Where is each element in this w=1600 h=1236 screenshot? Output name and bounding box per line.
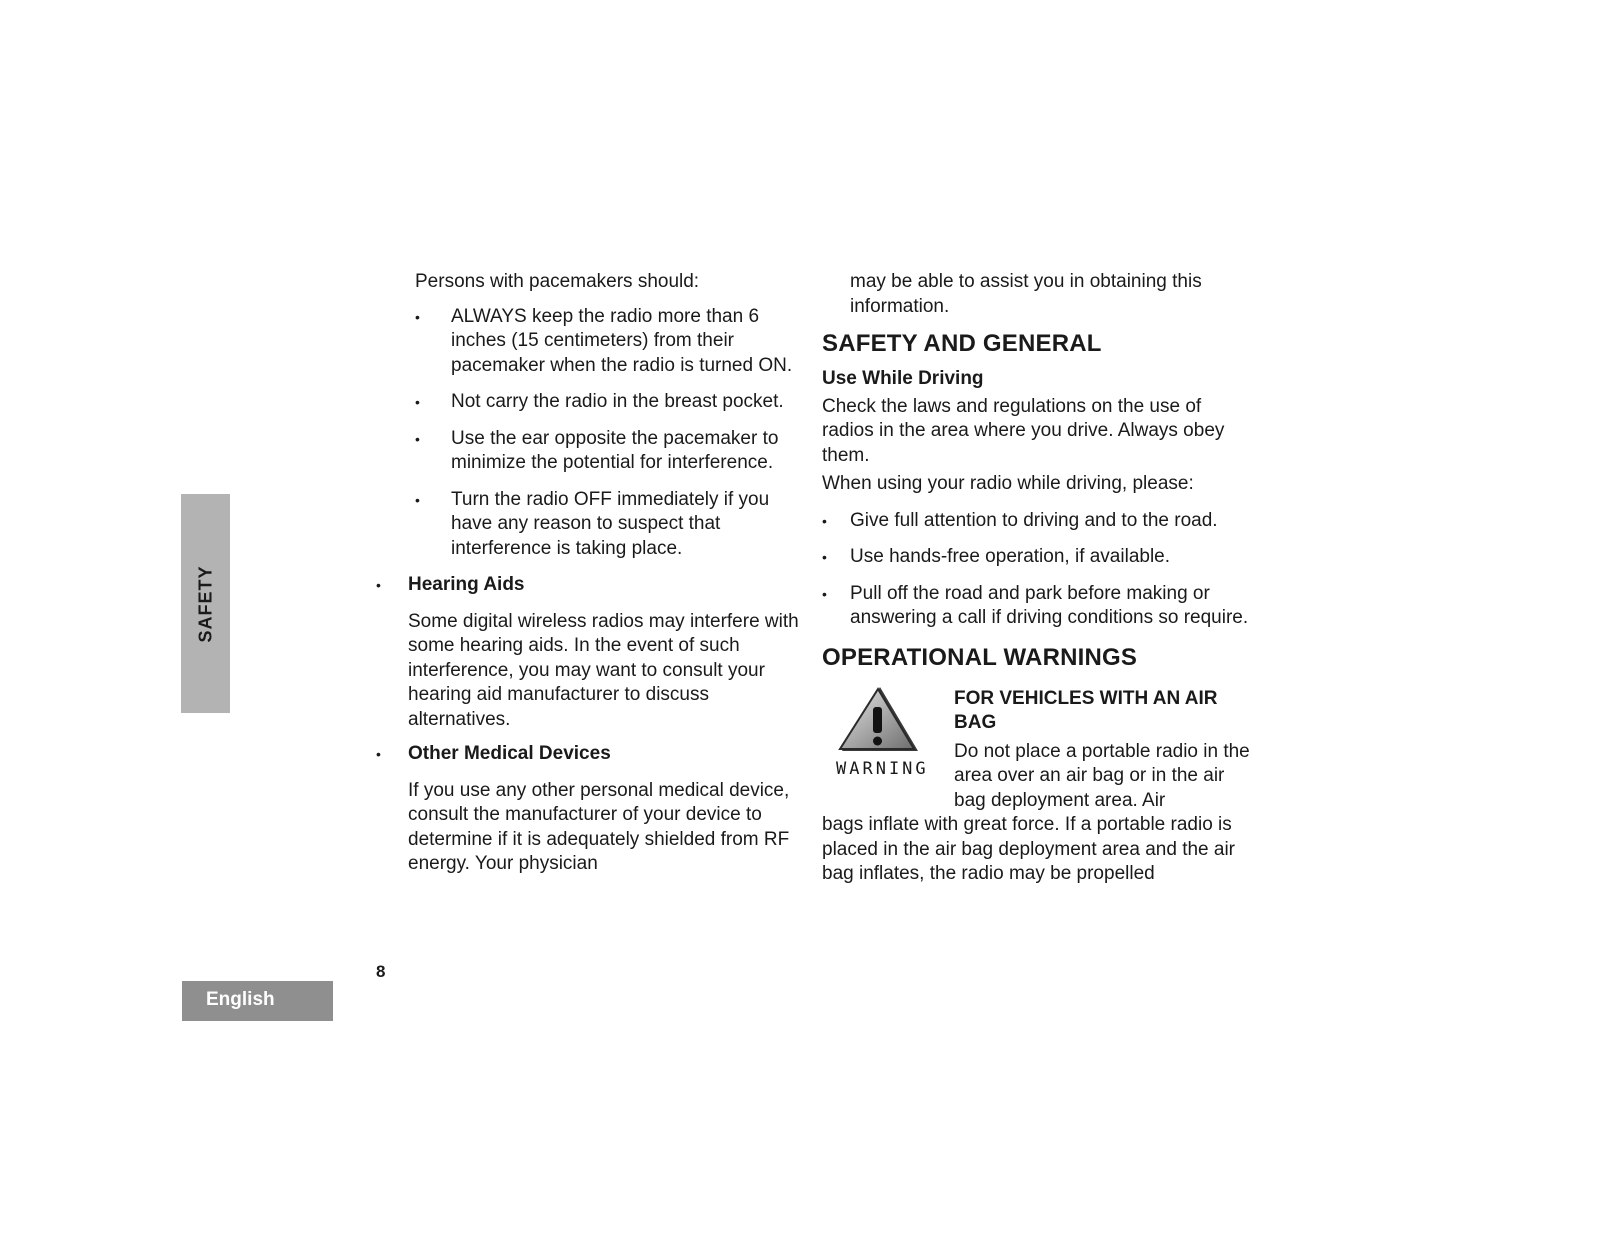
side-tab-label: SAFETY (195, 564, 215, 643)
pacemaker-item: • ALWAYS keep the radio more than 6 inches (15 centimeters) from their pacemaker when the radio is turned ON. (415, 305, 806, 379)
pacemaker-list (415, 305, 806, 562)
operational-warnings-heading: OPERATIONAL WARNINGS (822, 643, 1138, 671)
airbag-warning (822, 687, 1250, 814)
driving-item: • Give full attention to driving and to the road. (822, 509, 1250, 534)
pacemaker-item: • Not carry the radio in the breast pocket. (415, 390, 806, 415)
hearing-aids-text: Some digital wireless radios may interfere with some hearing aids. In the event of such interference, you may want to consult your hearing aid manufacturer to discuss alternatives. (408, 610, 799, 730)
warning-content (954, 687, 1250, 814)
other-devices-text: If you use any other personal medical device, consult the manufacturer of your device to determine if it is adequately shielded from RF energy. Your physician (408, 779, 790, 874)
warning-label: WARNING (836, 758, 929, 779)
right-column (822, 270, 1250, 887)
language-tab (182, 981, 333, 1021)
other-devices-heading: • Other Medical Devices (376, 742, 806, 767)
pacemaker-item: • Turn the radio OFF immediately if you have any reason to suspect that interference is taking place. (415, 488, 806, 562)
pacemaker-item: • Use the ear opposite the pacemaker to minimize the potential for interference. (415, 427, 806, 476)
driving-heading: Use While Driving (822, 368, 984, 389)
safety-general-heading: SAFETY AND GENERAL (822, 330, 1102, 357)
hearing-aids-heading: • Hearing Aids (376, 573, 806, 598)
warning-triangle-icon (836, 685, 920, 759)
pacemaker-intro: Persons with pacemakers should: (415, 271, 700, 292)
warning-text: Do not place a portable radio in the area over an air bag or in the air bag deployment area. Air (954, 740, 1250, 811)
driving-list (822, 509, 1250, 631)
page-number: 8 (376, 962, 386, 981)
driving-item: • Pull off the road and park before making or answering a call if driving conditions so require. (822, 582, 1250, 631)
continuation-text: may be able to assist you in obtaining this information. (850, 271, 1202, 317)
warning-title: FOR VEHICLES WITH AN AIR BAG (954, 687, 1218, 733)
left-column (376, 270, 806, 887)
side-tab (181, 494, 230, 713)
driving-item: • Use hands-free operation, if available. (822, 545, 1250, 570)
language-label: English (206, 989, 275, 1010)
driving-intro: When using your radio while driving, please: (822, 473, 1194, 494)
warning-text-continued: bags inflate with great force. If a portable radio is placed in the air bag deployment area and the air bag inflates, the radio may be propelled (822, 814, 1235, 884)
driving-text: Check the laws and regulations on the use of radios in the area where you drive. Always obey them. (822, 395, 1225, 466)
